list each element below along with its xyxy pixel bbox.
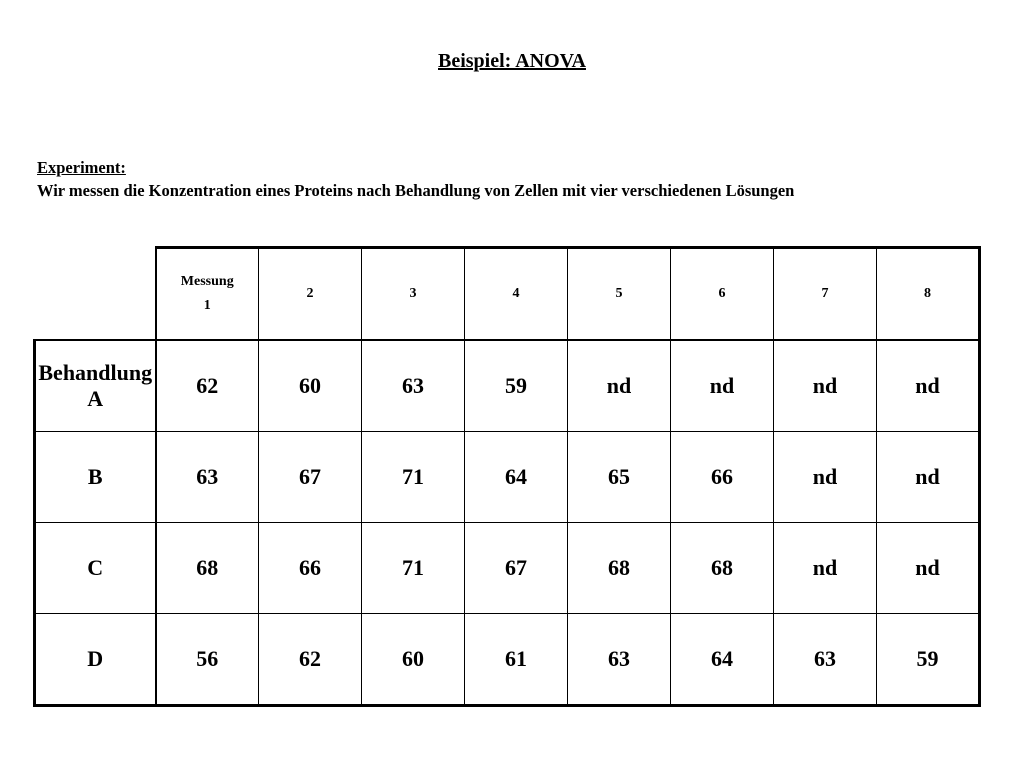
column-header-messung-1: Messung 1 — [156, 248, 259, 341]
table-cell: 62 — [259, 614, 362, 706]
row-header-d: D — [35, 614, 156, 706]
table-cell: 59 — [465, 340, 568, 432]
table-cell: 63 — [774, 614, 877, 706]
table-cell: 60 — [259, 340, 362, 432]
table-cell: 67 — [259, 432, 362, 523]
row-header-c: C — [35, 523, 156, 614]
column-header-3: 3 — [362, 248, 465, 341]
slide-title: Beispiel: ANOVA — [438, 50, 586, 72]
table-cell: 56 — [156, 614, 259, 706]
row-header-b: B — [35, 432, 156, 523]
table-cell: 59 — [877, 614, 980, 706]
column-header-6: 6 — [671, 248, 774, 341]
table-row-b — [35, 432, 980, 523]
table-cell: 71 — [362, 432, 465, 523]
column-header-4: 4 — [465, 248, 568, 341]
table-cell: 64 — [671, 614, 774, 706]
table-cell: nd — [774, 523, 877, 614]
row-header-behandlung-a: Behandlung A — [35, 340, 156, 432]
table-cell: 68 — [671, 523, 774, 614]
table-cell: nd — [568, 340, 671, 432]
table-cell: 60 — [362, 614, 465, 706]
table-cell: nd — [877, 432, 980, 523]
table-cell: 71 — [362, 523, 465, 614]
table-row-d — [35, 614, 980, 706]
column-header-2: 2 — [259, 248, 362, 341]
table-row-a — [35, 340, 980, 432]
column-header-5: 5 — [568, 248, 671, 341]
table-corner-cell — [35, 248, 156, 341]
table-cell: 61 — [465, 614, 568, 706]
table-row-c — [35, 523, 980, 614]
table-cell: 68 — [156, 523, 259, 614]
column-header-7: 7 — [774, 248, 877, 341]
table-cell: 63 — [362, 340, 465, 432]
table-header-row — [35, 248, 980, 341]
table-cell: 66 — [259, 523, 362, 614]
table-cell: 66 — [671, 432, 774, 523]
measurement-table — [33, 246, 981, 707]
table-cell: nd — [877, 340, 980, 432]
table-cell: 63 — [568, 614, 671, 706]
table-cell: 68 — [568, 523, 671, 614]
table-cell: 62 — [156, 340, 259, 432]
table-cell: nd — [877, 523, 980, 614]
experiment-heading: Experiment: — [37, 158, 126, 177]
table-cell: 67 — [465, 523, 568, 614]
column-header-8: 8 — [877, 248, 980, 341]
table-cell: 65 — [568, 432, 671, 523]
experiment-description: Wir messen die Konzentration eines Proteins nach Behandlung von Zellen mit vier verschiedenen Lösungen — [37, 181, 795, 200]
table-cell: 64 — [465, 432, 568, 523]
table-cell: nd — [774, 432, 877, 523]
table-cell: 63 — [156, 432, 259, 523]
table-cell: nd — [774, 340, 877, 432]
table-cell: nd — [671, 340, 774, 432]
